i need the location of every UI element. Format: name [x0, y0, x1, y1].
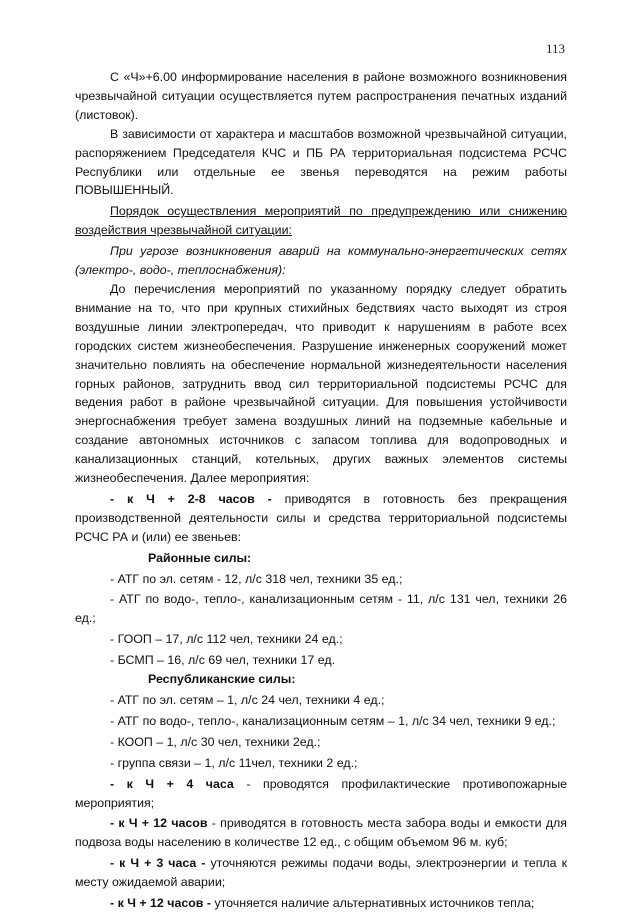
italic-subheading: При угрозе возникновения аварий на коммунально-энергетических сетях (электро-, водо-, теплоснабжения): [75, 244, 567, 278]
district-item: - АТГ по водо-, тепло-, канализационным сетям - 11, л/с 131 чел, техники 26 ед.; [75, 592, 567, 626]
republic-item: - группа связи – 1, л/с 11чел, техники 2 ед.; [110, 755, 358, 770]
step-text: уточняются режимы подачи воды, электроэнергии и тепла к месту ожидаемой аварии; [75, 856, 567, 890]
paragraph-measures-intro: До перечисления мероприятий по указанному порядку следует обратить внимание на то, что при крупных стихийных бедствиях часто выходят из строя воздушные линии электропередач, что приводит к нарушениям в работе всех городских систем жизнеобеспечения. Разрушение инженерных сооружений может значительно повлиять на обеспечение нормальной жизнедеятельности населения горных районов, затруднить ввод сил территориальной подсистемы РСЧС для ведения работ в районе чрезвычайной ситуации. Для повышения устойчивости энергоснабжения требует замена воздушных линий на подземные кабельные и создание автономных источников с запасом топлива для водопроводных и канализационных станций, котельных, других важных элементов системы жизнеобеспечения. Далее мероприятия: [75, 281, 567, 486]
step-text: - проводятся профилактические противопожарные мероприятия; [75, 776, 567, 810]
republic-item: - АТГ по водо-, тепло-, канализационным сетям – 1, л/с 34 чел, техники 9 ед.; [110, 713, 556, 728]
district-item: - ГООП – 17, л/с 112 чел, техники 24 ед.; [110, 632, 343, 647]
district-item: - БСМП – 16, л/с 69 чел, техники 17 ед. [110, 653, 336, 668]
step-label: - к Ч + 12 часов [110, 816, 208, 831]
step-ch-12-water [75, 814, 567, 852]
step-ch-2-8-label: - к Ч + 2-8 часов - [110, 491, 272, 506]
page-number: 113 [545, 41, 565, 56]
republic-forces-title: Республиканские силы: [148, 672, 296, 687]
section-heading [75, 202, 567, 240]
step-ch-3 [75, 854, 567, 892]
paragraph-informing: С «Ч»+6.00 информирование населения в районе возможного возникновения чрезвычайной ситуации осуществляется путем распространения печатных изданий (листовок). [75, 70, 567, 122]
step-ch-2-8-text: приводятся в готовность без прекращения производственной деятельности силы и средства территориальной подсистемы РСЧС РА и (или) ее звеньев: [75, 491, 567, 544]
step-text: - приводятся в готовность места забора воды и емкости для подвоза воды населению в количестве 12 ед., с общим объемом 96 м. куб; [75, 816, 567, 850]
section-heading-text: Порядок осуществления мероприятий по предупреждению или снижению воздействия чрезвычайной ситуации: [75, 204, 567, 238]
step-ch-4 [75, 775, 567, 813]
step-ch-2-8 [75, 490, 567, 547]
district-forces-title: Районные силы: [148, 550, 252, 565]
step-ch-12-heat [75, 894, 567, 913]
republic-item: - АТГ по эл. сетям – 1, л/с 24 чел, техники 4 ед.; [110, 693, 385, 707]
step-text: уточняется наличие альтернативных источников тепла; [211, 896, 535, 911]
step-label: - к Ч + 12 часов - [110, 896, 211, 911]
republic-item: - КООП – 1, л/с 30 чел, техники 2ед.; [110, 734, 321, 749]
district-item: - АТГ по эл. сетям - 12, л/с 318 чел, техники 35 ед.; [110, 571, 403, 586]
step-label: - к Ч + 3 часа - [110, 856, 206, 871]
document-body [75, 68, 567, 913]
paragraph-regime: В зависимости от характера и масштабов возможной чрезвычайной ситуации, распоряжением Председателя КЧС и ПБ РА территориальная подсистема РСЧС Республики или отдельные ее звенья переводятся на режим работы ПОВЫШЕННЫЙ. [75, 126, 567, 198]
step-label: - к Ч + 4 часа [110, 776, 234, 791]
